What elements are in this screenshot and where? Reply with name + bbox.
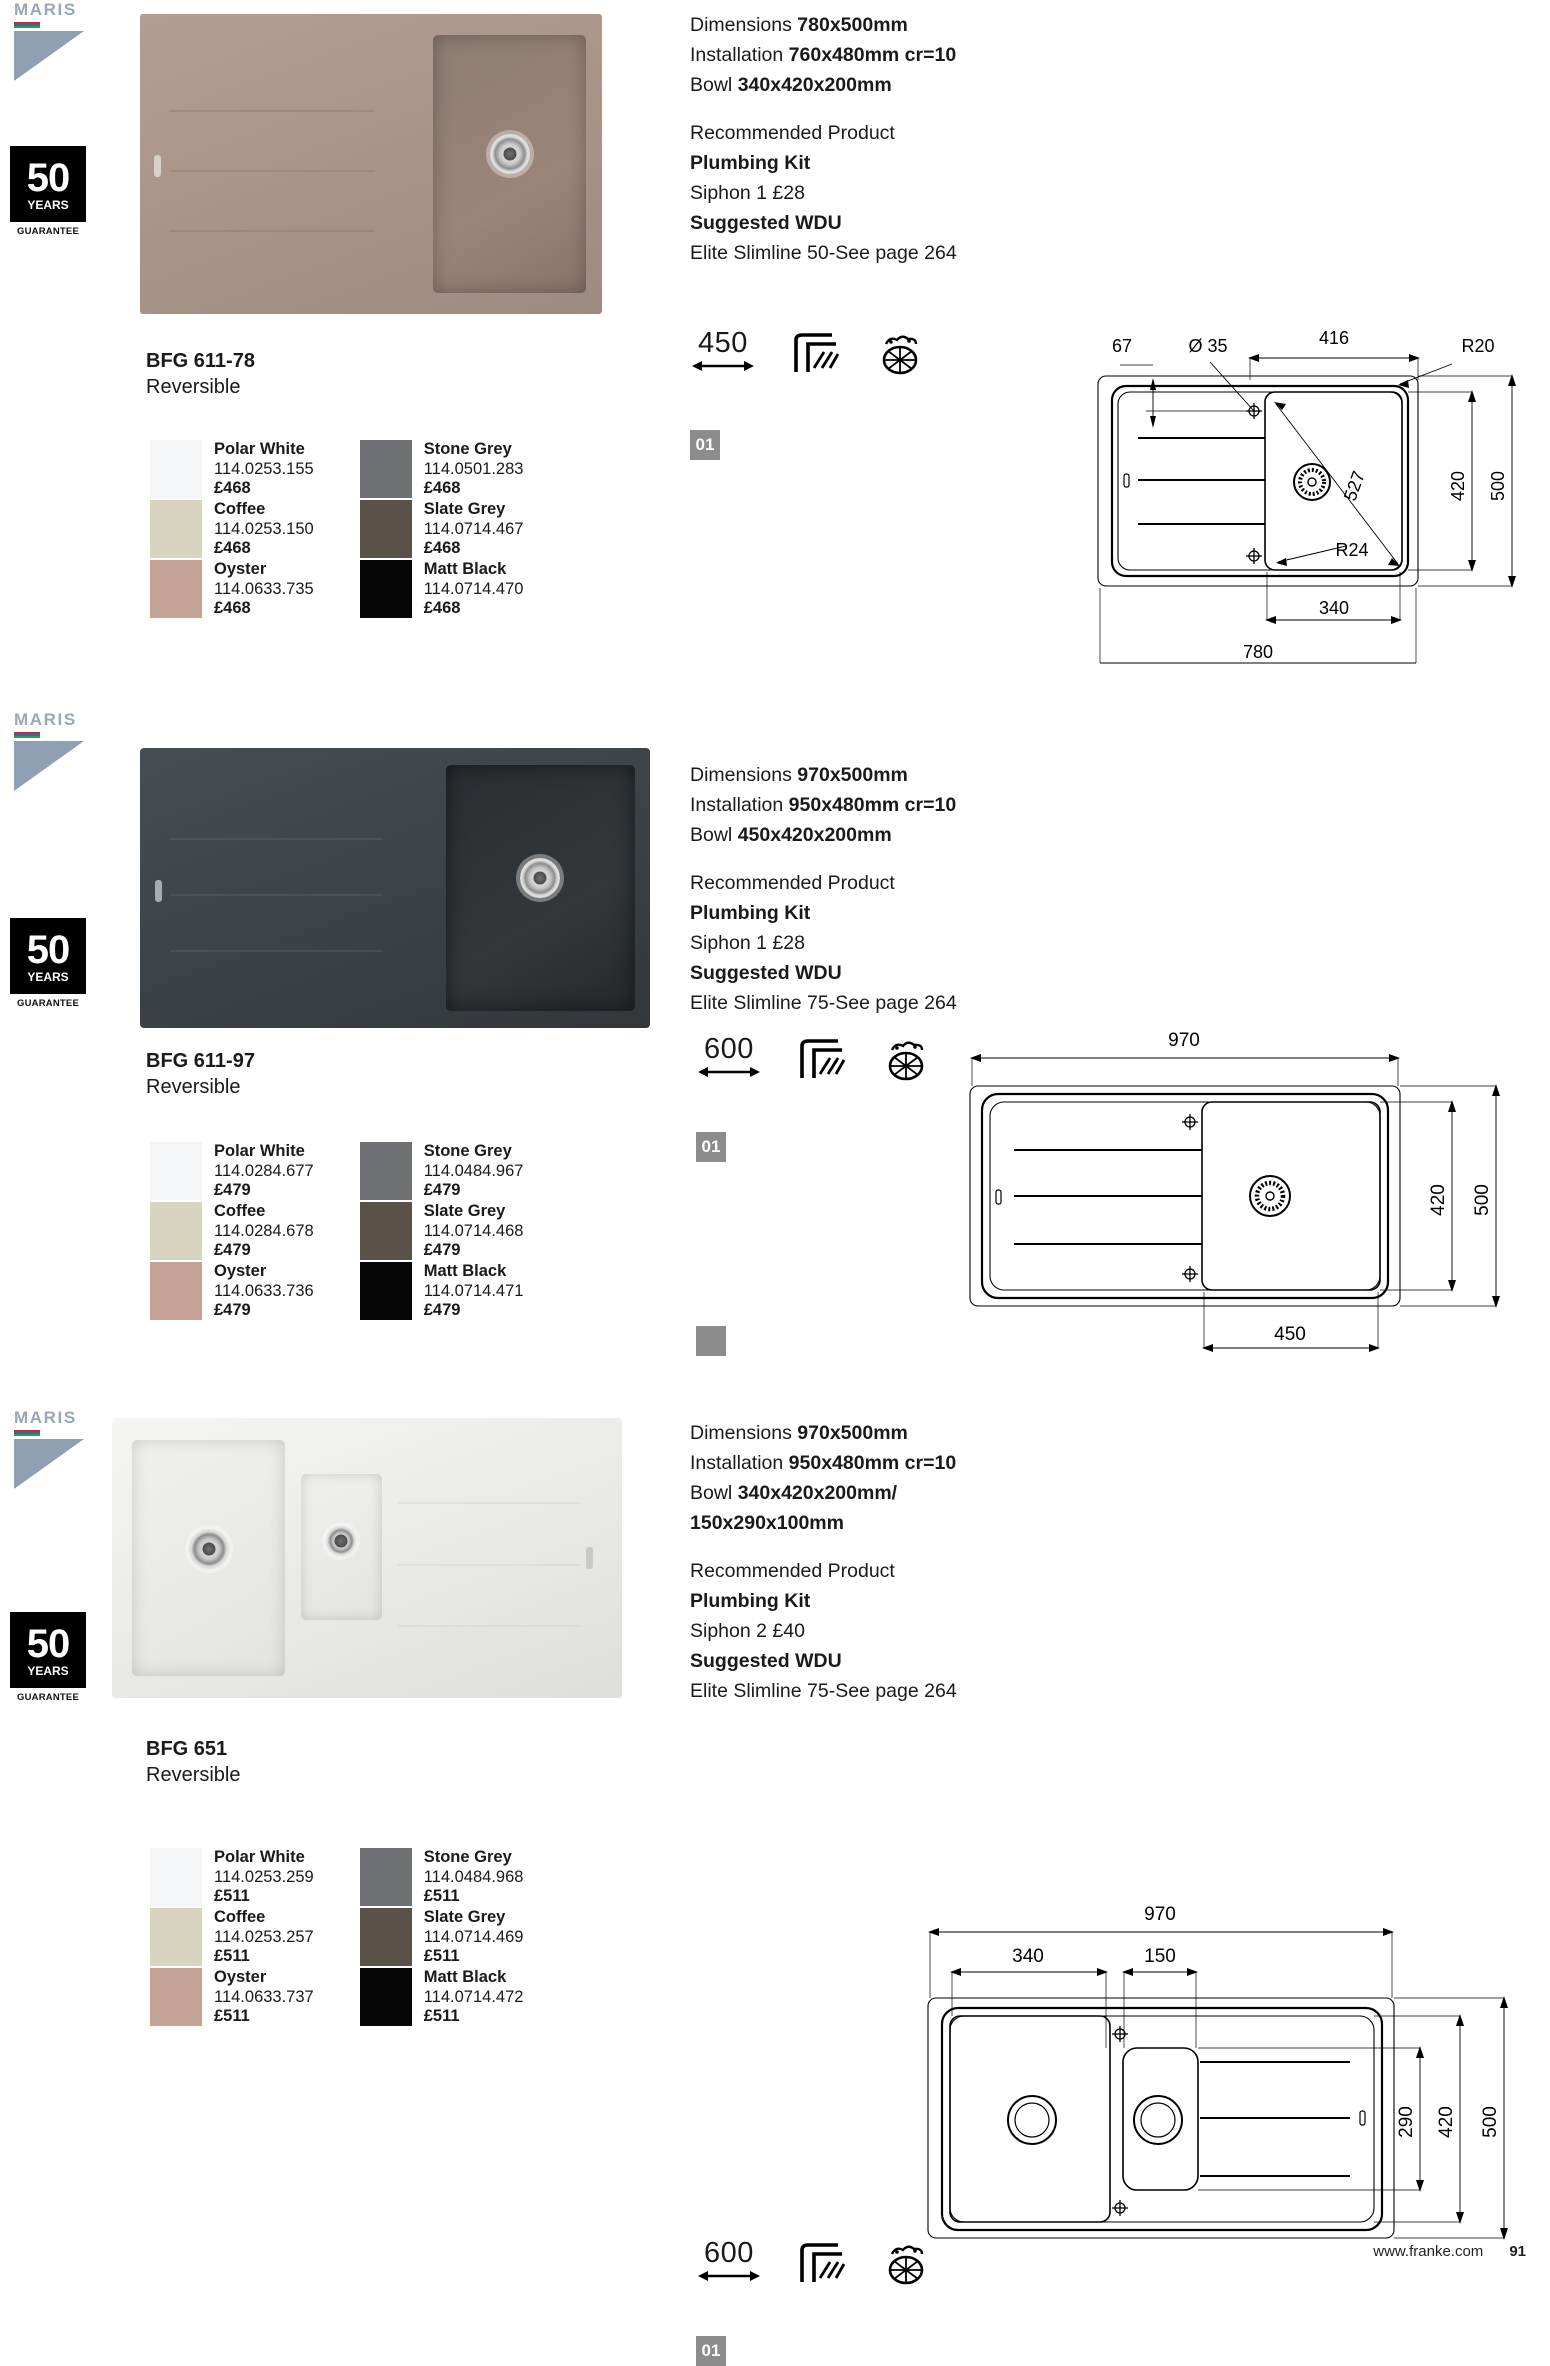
icon-row: [690, 327, 924, 376]
colour-option[interactable]: [360, 560, 524, 620]
technical-drawing: [880, 1868, 1540, 2248]
guarantee-badge: [10, 1612, 86, 1688]
dim-total-height: 500: [1472, 1184, 1493, 1216]
colour-price: £468: [214, 599, 251, 617]
colour-code: 114.0714.470: [423, 579, 524, 598]
spec-text: [690, 760, 1120, 1018]
colour-code: 114.0633.735: [214, 579, 314, 598]
brand-colour-bars: [14, 1430, 40, 1436]
dim-bowl-height: 420: [1428, 1184, 1449, 1216]
product-title: BFG 611-97: [146, 1050, 255, 1072]
cabinet-size-icon: [690, 327, 756, 376]
colour-option[interactable]: [150, 1848, 314, 1908]
bowl-value-second: 150x290x100mm: [690, 1512, 844, 1534]
wdu-detail: Elite Slimline 75-See page 264: [690, 1680, 957, 1702]
dim-bowl-height: 420: [1436, 2106, 1457, 2138]
installation-label: Installation: [690, 1452, 784, 1474]
variant-badge: 01: [690, 430, 720, 460]
dim-bowl-width: 450: [1274, 1324, 1306, 1345]
colour-column-right: [360, 1142, 524, 1322]
spec-text: [690, 10, 1120, 268]
guarantee-badge: [10, 918, 86, 994]
siphon-label: Siphon 1 £28: [690, 182, 805, 204]
waste-outlet-main: [189, 1529, 229, 1569]
colour-name: Polar White: [214, 1142, 305, 1160]
colour-option[interactable]: [360, 1848, 524, 1908]
colour-option[interactable]: [150, 1908, 314, 1968]
colour-name: Slate Grey: [423, 1202, 506, 1220]
cabinet-size-value: 600: [704, 2237, 754, 2269]
colour-price: £468: [423, 479, 461, 497]
colour-name: Coffee: [214, 500, 266, 518]
suggested-wdu-label: Suggested WDU: [690, 212, 842, 234]
tap-hole: [586, 1547, 593, 1569]
colour-option[interactable]: [150, 440, 314, 500]
colour-options: [150, 1848, 523, 2028]
bowl-label: Bowl: [690, 74, 733, 96]
waste-disposal-icon: [876, 330, 924, 376]
colour-name: Oyster: [214, 1968, 267, 1986]
page-number: 91: [1509, 2243, 1526, 2260]
brand-colour-bars: [14, 732, 40, 738]
colour-name: Polar White: [214, 1848, 305, 1866]
colour-option[interactable]: [150, 1968, 314, 2028]
colour-swatch: [360, 1968, 412, 2026]
cabinet-size-value: 450: [698, 327, 748, 359]
installation-label: Installation: [690, 44, 784, 66]
guarantee-number: 50: [26, 155, 70, 200]
recommended-label: Recommended Product: [690, 1560, 895, 1582]
colour-column-left: [150, 1142, 314, 1322]
product-photo: [140, 748, 650, 1028]
colour-code: 114.0484.967: [423, 1161, 524, 1180]
website-url[interactable]: www.franke.com: [1373, 2243, 1484, 2260]
colour-price: £511: [423, 1887, 460, 1905]
icon-row: [696, 1033, 930, 1082]
cabinet-size-value: 600: [704, 1033, 754, 1065]
colour-swatch: [150, 1142, 202, 1200]
colour-name: Slate Grey: [423, 500, 506, 518]
installation-label: Installation: [690, 794, 784, 816]
colour-price: £511: [214, 1887, 250, 1905]
colour-swatch: [360, 1202, 412, 1260]
colour-code: 114.0284.677: [214, 1161, 314, 1180]
guarantee-label: GUARANTEE: [17, 226, 79, 237]
product-photo: [112, 1418, 622, 1698]
plumbing-kit-label: Plumbing Kit: [690, 902, 811, 924]
colour-name: Coffee: [214, 1202, 266, 1220]
product-subtitle: Reversible: [146, 1076, 241, 1098]
colour-price: £479: [214, 1181, 251, 1199]
colour-option[interactable]: [150, 1202, 314, 1262]
siphon-label: Siphon 1 £28: [690, 932, 805, 954]
spec-text: [690, 1418, 1140, 1706]
colour-option[interactable]: [150, 1262, 314, 1322]
colour-swatch: [360, 1848, 412, 1906]
recommended-label: Recommended Product: [690, 122, 895, 144]
colour-code: 114.0714.472: [423, 1987, 524, 2006]
dim-total-width: 970: [1168, 1030, 1200, 1051]
brand-name: MARIS: [14, 0, 77, 19]
drainer-icon: [796, 1036, 848, 1082]
colour-option[interactable]: [360, 1908, 524, 1968]
bowl-value: 340x420x200mm: [737, 74, 892, 96]
colour-name: Oyster: [214, 1262, 267, 1280]
dim-total-height: 500: [1488, 470, 1508, 502]
cabinet-size-icon: [696, 1033, 762, 1082]
variant-badge: 01: [696, 2336, 726, 2366]
recommended-label: Recommended Product: [690, 872, 895, 894]
waste-outlet-half: [326, 1526, 356, 1556]
colour-code: 114.0253.259: [214, 1867, 314, 1886]
colour-price: £511: [214, 1947, 250, 1965]
dim-left-offset: 67: [1111, 336, 1133, 356]
colour-code: 114.0714.469: [423, 1927, 524, 1946]
colour-price: £468: [214, 539, 251, 557]
bowl-label: Bowl: [690, 824, 733, 846]
noop-badge: [696, 1326, 726, 1356]
guarantee-years: YEARS: [27, 969, 69, 984]
dim-corner-inner: R24: [1335, 540, 1369, 560]
plumbing-kit-label: Plumbing Kit: [690, 152, 811, 174]
bowl-label: Bowl: [690, 1482, 733, 1504]
guarantee-number: 50: [26, 1621, 70, 1666]
colour-name: Coffee: [214, 1908, 266, 1926]
dim-diagonal: 527: [1339, 468, 1369, 504]
dim-total-width: 780: [1242, 642, 1274, 662]
drainer-icon: [790, 330, 842, 376]
colour-price: £511: [423, 1947, 460, 1965]
dimensions-label: Dimensions: [690, 14, 792, 36]
product-title: BFG 611-78: [146, 350, 255, 372]
waste-disposal-icon: [882, 1036, 930, 1082]
colour-option[interactable]: [360, 1142, 524, 1202]
colour-code: 114.0501.283: [423, 459, 524, 478]
tap-hole: [155, 880, 162, 902]
suggested-wdu-label: Suggested WDU: [690, 1650, 842, 1672]
product-block-bfg-611-78: [0, 0, 1550, 718]
bowl-value: 340x420x200mm/: [737, 1482, 898, 1504]
colour-option[interactable]: [150, 1142, 314, 1202]
dim-corner-outer: R20: [1461, 336, 1495, 356]
colour-column-left: [150, 1848, 314, 2028]
colour-code: 114.0633.737: [214, 1987, 314, 2006]
brand-triangle: [14, 31, 84, 81]
plumbing-kit-label: Plumbing Kit: [690, 1590, 811, 1612]
guarantee-label: GUARANTEE: [17, 998, 79, 1009]
dim-hole-dia: Ø 35: [1188, 336, 1228, 356]
colour-column-right: [360, 1848, 524, 2028]
colour-option[interactable]: [360, 440, 524, 500]
colour-option[interactable]: [360, 1262, 524, 1322]
colour-name: Stone Grey: [423, 1142, 512, 1160]
dim-half-bowl: 150: [1144, 1946, 1176, 1967]
waste-outlet: [490, 134, 530, 174]
brand-rail: [0, 710, 100, 791]
colour-price: £468: [423, 599, 461, 617]
wdu-detail: Elite Slimline 75-See page 264: [690, 992, 957, 1014]
guarantee-badge: [10, 146, 86, 222]
colour-option[interactable]: [360, 1202, 524, 1262]
brand-triangle: [14, 741, 84, 791]
colour-code: 114.0714.467: [423, 519, 524, 538]
colour-swatch: [150, 560, 202, 618]
colour-swatch: [150, 1908, 202, 1966]
product-title: BFG 651: [146, 1738, 228, 1760]
brand-colour-bars: [14, 22, 40, 28]
installation-value: 950x480mm cr=10: [788, 794, 957, 816]
guarantee-label: GUARANTEE: [17, 1692, 79, 1703]
colour-price: £479: [214, 1301, 251, 1319]
product-block-bfg-611-97: [0, 710, 1550, 1418]
installation-value: 760x480mm cr=10: [788, 44, 957, 66]
colour-option[interactable]: [360, 1968, 524, 2028]
colour-code: 114.0253.257: [214, 1927, 314, 1946]
brand-rail: [0, 1408, 100, 1489]
colour-swatch: [150, 1262, 202, 1320]
colour-swatch: [150, 500, 202, 558]
technical-drawing: [940, 1018, 1540, 1408]
brand-rail: [0, 0, 100, 81]
tap-hole: [154, 155, 161, 177]
colour-name: Slate Grey: [423, 1908, 506, 1926]
bowl-value: 450x420x200mm: [737, 824, 892, 846]
colour-price: £479: [423, 1181, 461, 1199]
colour-options: [150, 440, 523, 620]
colour-code: 114.0633.736: [214, 1281, 314, 1300]
drainer-icon: [796, 2240, 848, 2286]
colour-price: £511: [423, 2007, 460, 2025]
dimensions-value: 970x500mm: [797, 1422, 908, 1444]
variant-badge: 01: [696, 1132, 726, 1162]
suggested-wdu-label: Suggested WDU: [690, 962, 842, 984]
dimensions-value: 780x500mm: [797, 14, 908, 36]
dim-total-height: 500: [1480, 2106, 1501, 2138]
colour-swatch: [150, 440, 202, 498]
dimensions-label: Dimensions: [690, 764, 792, 786]
brand-name: MARIS: [14, 1408, 77, 1427]
colour-name: Stone Grey: [423, 440, 512, 458]
colour-swatch: [360, 1142, 412, 1200]
product-subtitle: Reversible: [146, 376, 241, 398]
colour-swatch: [150, 1202, 202, 1260]
colour-code: 114.0253.150: [214, 519, 314, 538]
wdu-detail: Elite Slimline 50-See page 264: [690, 242, 957, 264]
colour-option[interactable]: [150, 560, 314, 620]
product-photo: [140, 14, 602, 314]
colour-name: Matt Black: [423, 1262, 507, 1280]
colour-name: Stone Grey: [423, 1848, 512, 1866]
siphon-label: Siphon 2 £40: [690, 1620, 805, 1642]
dimensions-label: Dimensions: [690, 1422, 792, 1444]
waste-outlet: [520, 858, 560, 898]
technical-drawing: [1060, 318, 1530, 678]
dim-total-width: 970: [1144, 1904, 1176, 1925]
colour-options: [150, 1142, 523, 1322]
colour-price: £511: [214, 2007, 250, 2025]
brand-triangle: [14, 1439, 84, 1489]
colour-swatch: [360, 500, 412, 558]
colour-swatch: [360, 1908, 412, 1966]
colour-code: 114.0284.678: [214, 1221, 314, 1240]
colour-price: £479: [214, 1241, 251, 1259]
colour-code: 114.0714.468: [423, 1221, 524, 1240]
colour-swatch: [150, 1848, 202, 1906]
page-footer: [1373, 2243, 1526, 2260]
colour-option[interactable]: [360, 500, 524, 560]
colour-code: 114.0714.471: [423, 1281, 524, 1300]
colour-name: Matt Black: [423, 560, 507, 578]
guarantee-years: YEARS: [27, 197, 69, 212]
dim-main-bowl: 340: [1012, 1946, 1044, 1967]
colour-column-left: [150, 440, 314, 620]
colour-swatch: [360, 1262, 412, 1320]
colour-column-right: [360, 440, 524, 620]
dim-half-depth: 290: [1396, 2106, 1417, 2138]
brand-name: MARIS: [14, 710, 77, 729]
colour-name: Matt Black: [423, 1968, 507, 1986]
colour-price: £479: [423, 1301, 461, 1319]
colour-swatch: [360, 560, 412, 618]
colour-code: 114.0484.968: [423, 1867, 524, 1886]
product-subtitle: Reversible: [146, 1764, 241, 1786]
dim-bowl-height: 420: [1448, 470, 1468, 502]
colour-price: £468: [423, 539, 461, 557]
colour-code: 114.0253.155: [214, 459, 314, 478]
guarantee-number: 50: [26, 927, 70, 972]
installation-value: 950x480mm cr=10: [788, 1452, 957, 1474]
cabinet-size-icon: [696, 2237, 762, 2286]
colour-price: £479: [423, 1241, 461, 1259]
dim-top-span: 416: [1318, 328, 1350, 348]
dim-bowl-width: 340: [1318, 598, 1350, 618]
dimensions-value: 970x500mm: [797, 764, 908, 786]
colour-name: Oyster: [214, 560, 267, 578]
colour-swatch: [360, 440, 412, 498]
colour-swatch: [150, 1968, 202, 2026]
colour-price: £468: [214, 479, 251, 497]
colour-name: Polar White: [214, 440, 305, 458]
colour-option[interactable]: [150, 500, 314, 560]
guarantee-years: YEARS: [27, 1663, 69, 1678]
